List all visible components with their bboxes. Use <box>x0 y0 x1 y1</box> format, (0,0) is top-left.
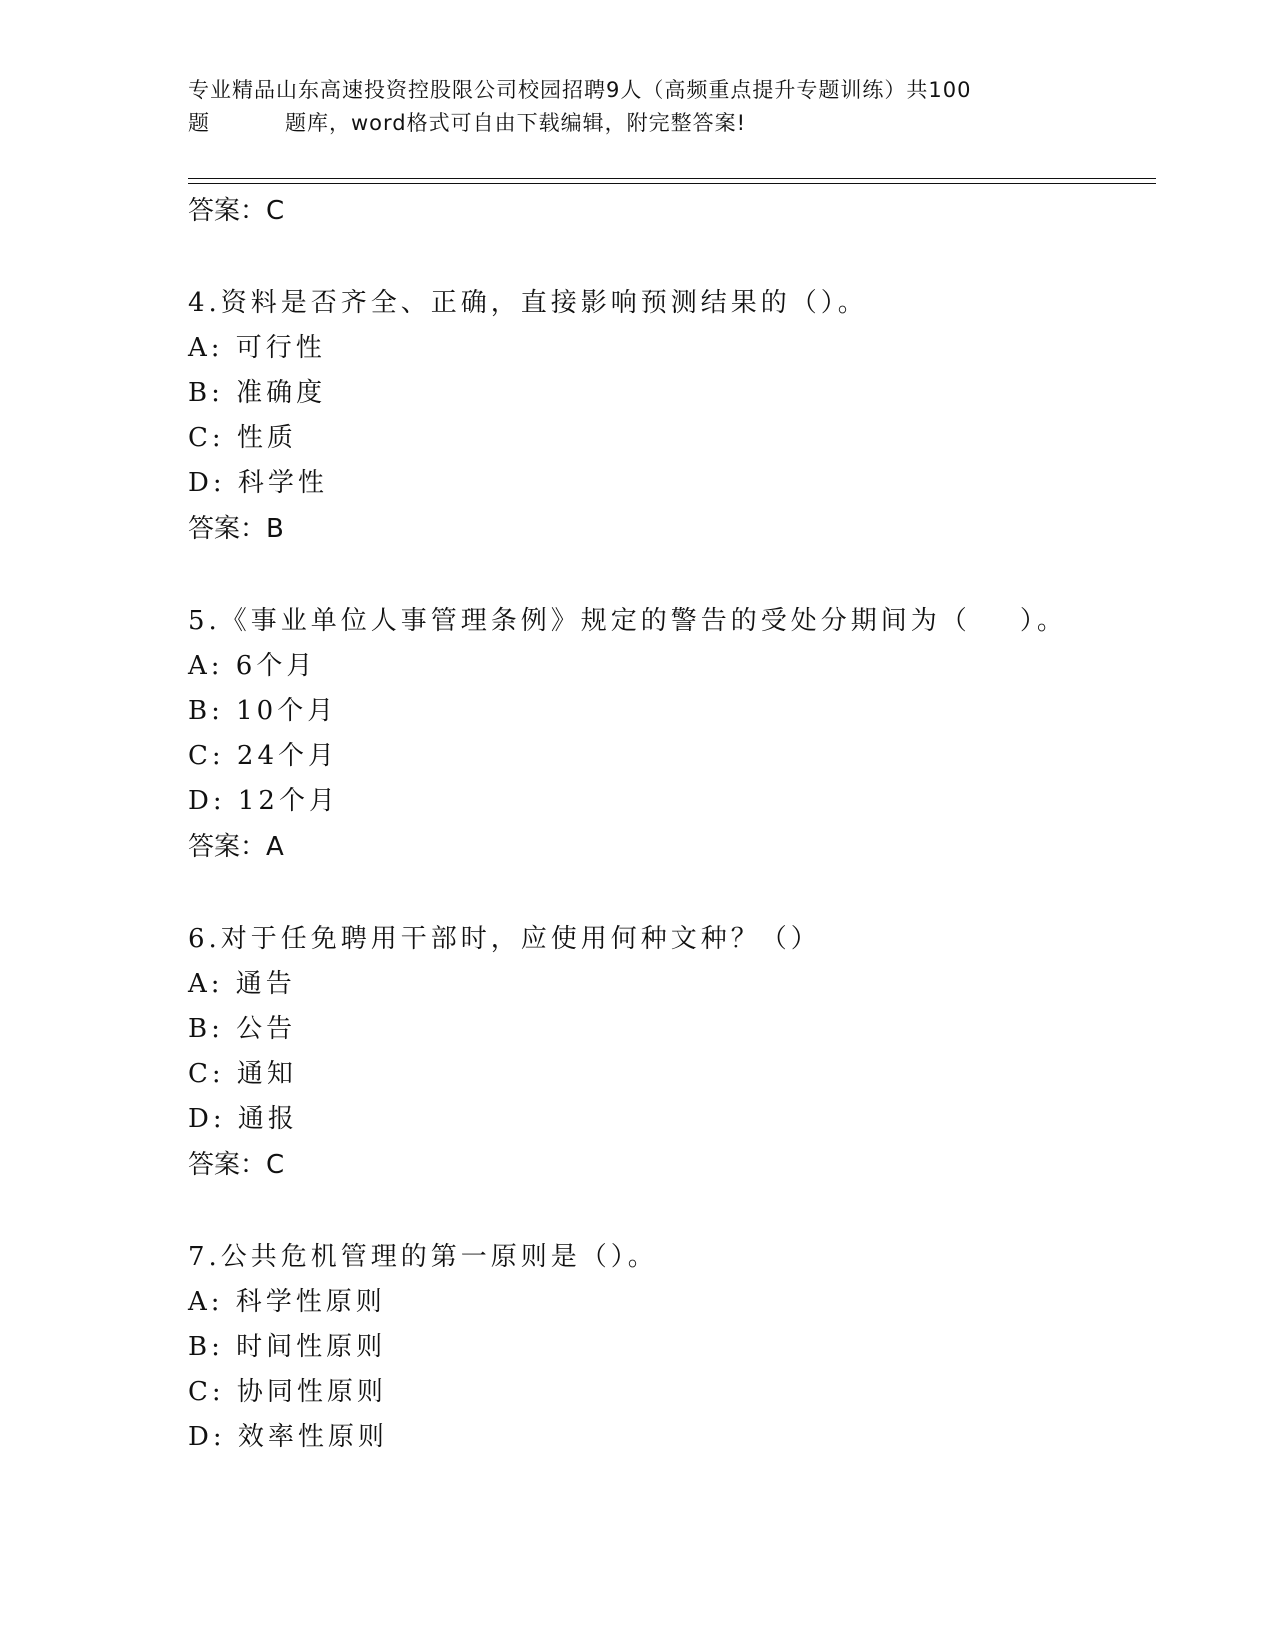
option-d: D: 通报 <box>188 1104 298 1134</box>
document-header <box>188 74 1088 140</box>
answer-text: 答案：B <box>188 514 284 544</box>
question-block <box>188 1234 1148 1460</box>
option-c: C: 性质 <box>188 423 297 453</box>
answer-previous: 答案：C <box>188 196 285 226</box>
question-block <box>188 916 1148 1188</box>
question-block <box>188 598 1148 870</box>
header-divider-top <box>188 178 1156 179</box>
option-a: A: 6个月 <box>188 651 317 681</box>
option-d: D: 12个月 <box>188 786 339 816</box>
option-c: C: 通知 <box>188 1059 297 1089</box>
question-list <box>188 188 1148 1460</box>
header-line-2-right: 题库，word格式可自由下载编辑，附完整答案! <box>285 111 747 135</box>
option-a: A: 可行性 <box>188 333 326 363</box>
option-b: B: 准确度 <box>188 378 327 408</box>
question-block <box>188 280 1148 552</box>
header-line-2-left: 题 <box>188 111 210 135</box>
question-text: 5.《事业单位人事管理条例》规定的警告的受处分期间为（ ）。 <box>188 606 1067 636</box>
header-divider-bottom <box>188 183 1156 184</box>
option-b: B: 时间性原则 <box>188 1332 387 1362</box>
option-c: C: 24个月 <box>188 741 339 771</box>
answer-text: 答案：C <box>188 1150 285 1180</box>
question-text: 6.对于任免聘用干部时，应使用何种文种？（） <box>188 924 821 954</box>
option-c: C: 协同性原则 <box>188 1377 387 1407</box>
option-b: B: 公告 <box>188 1014 297 1044</box>
option-d: D: 效率性原则 <box>188 1422 388 1452</box>
option-a: A: 科学性原则 <box>188 1287 386 1317</box>
header-line-2 <box>188 107 1088 140</box>
option-a: A: 通告 <box>188 969 296 999</box>
header-line-1: 专业精品山东高速投资控股限公司校园招聘9人（高频重点提升专题训练）共100 <box>188 78 972 102</box>
question-text: 7.公共危机管理的第一原则是（）。 <box>188 1242 658 1272</box>
answer-text: 答案：A <box>188 832 284 862</box>
question-text: 4.资料是否齐全、正确，直接影响预测结果的（）。 <box>188 288 868 318</box>
option-b: B: 10个月 <box>188 696 338 726</box>
option-d: D: 科学性 <box>188 468 328 498</box>
